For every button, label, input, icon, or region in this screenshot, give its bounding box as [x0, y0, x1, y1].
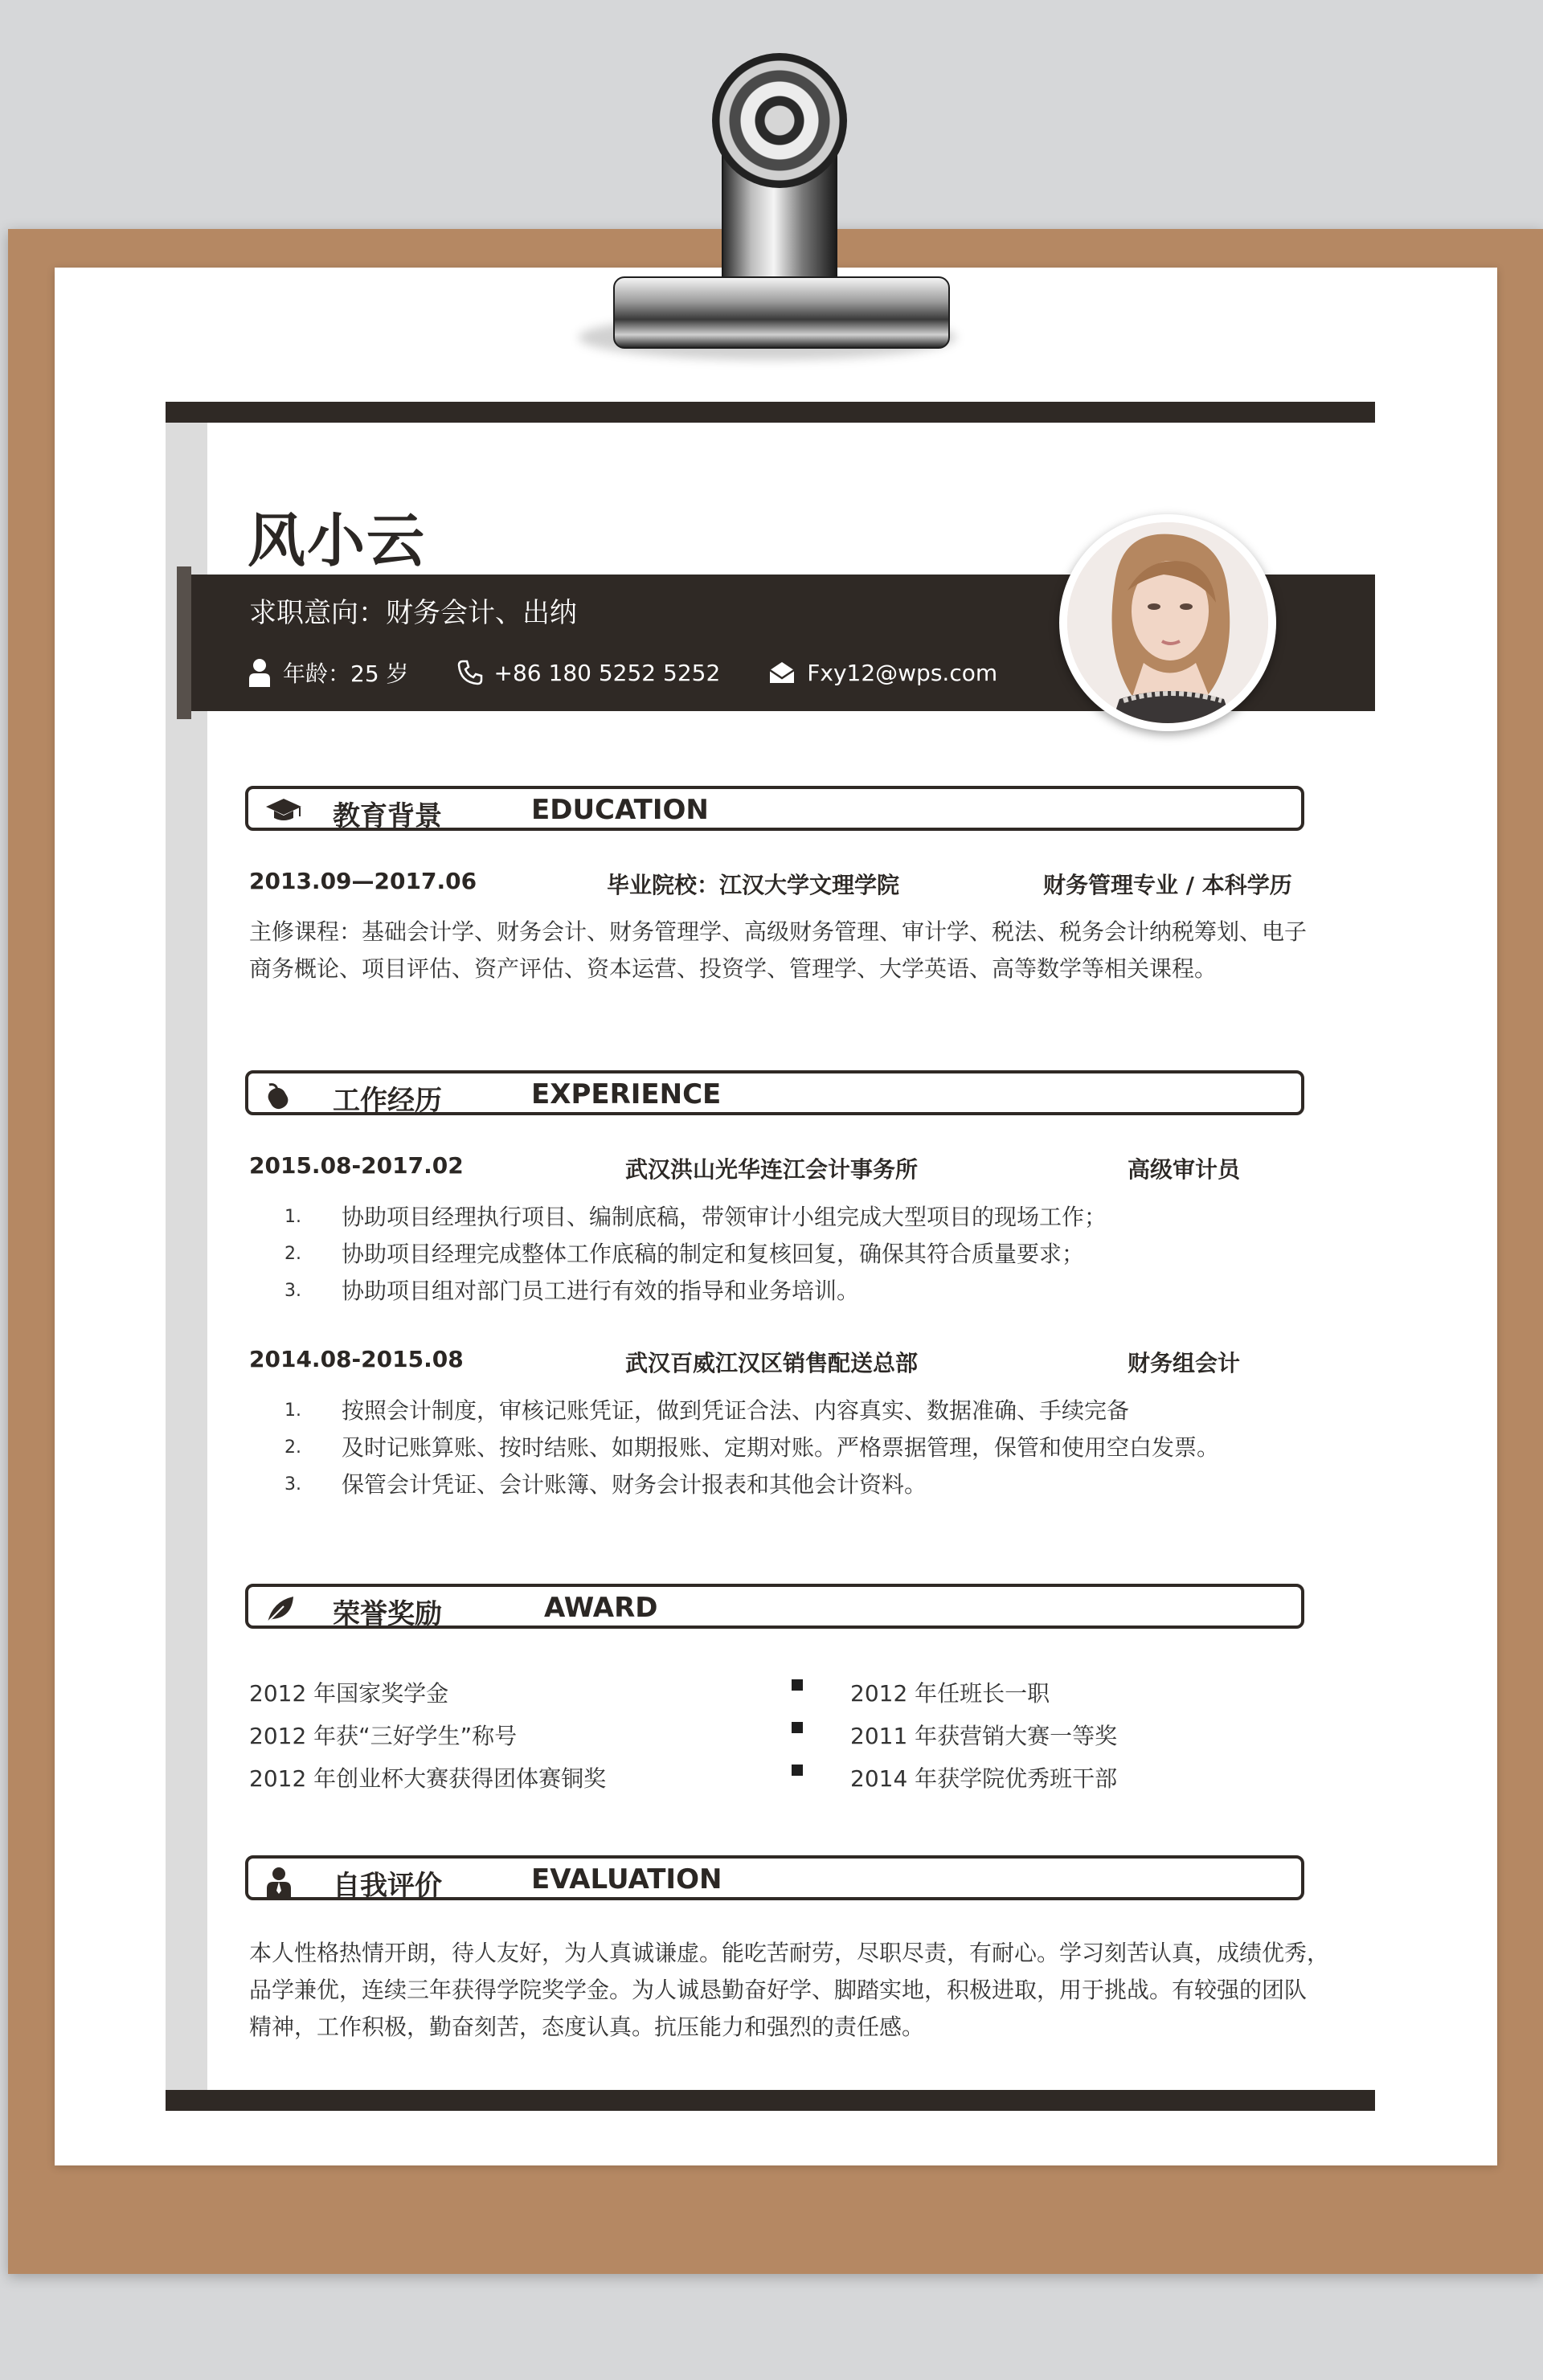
award-item: 2014 年获学院优秀班干部 [850, 1765, 1118, 1792]
binder-clip-ring [712, 53, 847, 188]
job2-period: 2014.08-2015.08 [249, 1346, 464, 1372]
education-period: 2013.09—2017.06 [249, 868, 477, 894]
bottom-dark-bar [166, 2090, 1375, 2111]
award-bullets [792, 1679, 803, 1807]
list-item: 1. 协助项目经理执行项目、编制底稿，带领审计小组完成大型项目的现场工作； [284, 1204, 1107, 1230]
awards-right [850, 1672, 1117, 1800]
education-courses-line2: 商务概论、项目评估、资产评估、资本运营、投资学、管理学、大学英语、高等数学等相关课程。 [249, 955, 1218, 982]
portrait-image [1067, 522, 1268, 723]
job-objective: 求职意向：财务会计、出纳 [249, 597, 577, 629]
evaluation-line1: 本人性格热情开朗，待人友好，为人真诚谦虚。能吃苦耐劳，尽职尽责，有耐心。学习刻苦认真，成绩优秀， [249, 1940, 1330, 1966]
education-school: 毕业院校：江汉大学文理学院 [607, 872, 900, 898]
square-bullet-icon [792, 1765, 803, 1776]
list-item: 3. 保管会计凭证、会计账簿、财务会计报表和其他会计资料。 [284, 1471, 927, 1498]
job1-title: 高级审计员 [1128, 1156, 1241, 1183]
graduation-cap-icon [264, 797, 303, 823]
education-title-zh: 教育背景 [333, 800, 442, 832]
email-text[interactable]: Fxy12@wps.com [807, 659, 998, 686]
header-tab [177, 566, 191, 719]
leaf-icon [264, 1595, 297, 1624]
profile-photo [1059, 514, 1276, 731]
list-item: 2. 协助项目经理完成整体工作底稿的制定和复核回复，确保其符合质量要求； [284, 1241, 1085, 1267]
evaluation-line2: 品学兼优，连续三年获得学院奖学金。为人诚恳勤奋好学、脚踏实地，积极进取，用于挑战。有较强的团队 [249, 1977, 1308, 2003]
contact-phone [457, 660, 721, 686]
job2-duties [229, 1392, 1219, 1503]
person-icon [248, 658, 272, 687]
contact-email[interactable] [768, 660, 997, 686]
mouse-icon [264, 1082, 300, 1110]
job1-duties [229, 1199, 1107, 1310]
section-evaluation [245, 1855, 1304, 1900]
phone-icon [457, 660, 483, 685]
award-item: 2011 年获营销大赛一等奖 [850, 1723, 1118, 1749]
mail-icon [768, 660, 796, 685]
award-item: 2012 年创业杯大赛获得团体赛铜奖 [249, 1765, 607, 1792]
square-bullet-icon [792, 1679, 803, 1691]
job1-period: 2015.08-2017.02 [249, 1152, 464, 1179]
job2-company: 武汉百威江汉区销售配送总部 [625, 1350, 919, 1376]
evaluation-title-en: EVALUATION [531, 1863, 722, 1895]
award-item: 2012 年任班长一职 [850, 1680, 1050, 1707]
evaluation-title-zh: 自我评价 [333, 1870, 442, 1902]
square-bullet-icon [792, 1722, 803, 1733]
education-major: 财务管理专业 / 本科学历 [1043, 872, 1292, 898]
award-title-en: AWARD [544, 1592, 658, 1624]
experience-title-zh: 工作经历 [333, 1085, 442, 1117]
education-courses-line1: 主修课程：基础会计学、财务会计、财务管理学、高级财务管理、审计学、税法、税务会计纳税筹划、电子 [249, 918, 1308, 945]
contact-row [248, 655, 1046, 690]
job2-title: 财务组会计 [1128, 1350, 1241, 1376]
section-education [245, 786, 1304, 831]
awards-left [249, 1672, 606, 1800]
section-award [245, 1584, 1304, 1629]
top-dark-bar [166, 402, 1375, 423]
award-title-zh: 荣誉奖励 [333, 1598, 442, 1630]
list-item: 2. 及时记账算账、按时结账、如期报账、定期对账。严格票据管理，保管和使用空白发票。 [284, 1434, 1220, 1461]
award-item: 2012 年获“三好学生”称号 [249, 1723, 518, 1749]
education-title-en: EDUCATION [531, 794, 709, 826]
phone-text: +86 180 5252 5252 [493, 659, 721, 686]
section-experience [245, 1070, 1304, 1115]
list-item: 3. 协助项目组对部门员工进行有效的指导和业务培训。 [284, 1278, 860, 1304]
age-text: 年龄：25 岁 [283, 660, 409, 687]
evaluation-line3: 精神，工作积极，勤奋刻苦，态度认真。抗压能力和强烈的责任感。 [249, 2014, 925, 2040]
candidate-name: 风小云 [248, 507, 427, 575]
binder-clip-base [613, 276, 950, 349]
user-icon [264, 1867, 293, 1897]
award-item: 2012 年国家奖学金 [249, 1680, 449, 1707]
list-item: 1. 按照会计制度，审核记账凭证，做到凭证合法、内容真实、数据准确、手续完备 [284, 1397, 1130, 1424]
experience-title-en: EXPERIENCE [531, 1078, 722, 1110]
job1-company: 武汉洪山光华连江会计事务所 [625, 1156, 919, 1183]
contact-age [248, 656, 409, 689]
